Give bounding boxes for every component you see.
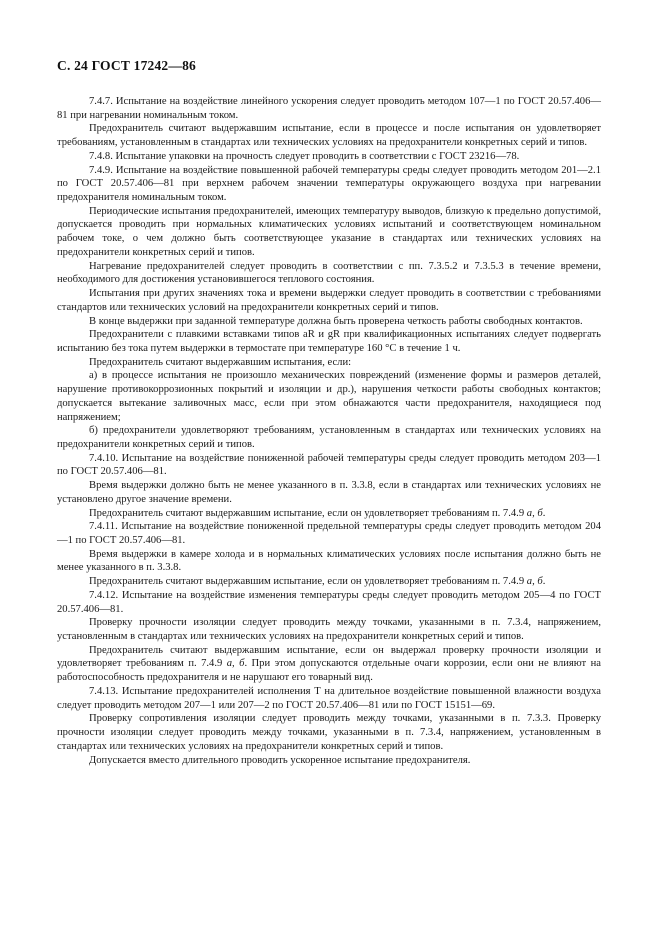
page-header: С. 24 ГОСТ 17242—86 xyxy=(57,58,196,73)
paragraph-text: Проверку сопротивления изоляции следует проводить между точками, указанными в п. 7.3.3. Проверку прочности изоляции следует проводить между точками, указанными в п. 7.3.4, напряжением, установленным в стандартах или технических условиях на предохранители конкретных серий и типов. xyxy=(57,713,601,752)
paragraph-text: Допускается вместо длительного проводить ускоренное испытание предохранителя. xyxy=(89,754,471,766)
paragraph-ref: а, б xyxy=(526,507,543,519)
document-body xyxy=(57,95,601,767)
paragraph: Испытания при других значениях тока и времени выдержки следует проводить в соответствии с требованиями стандартов или технических условий на предохранители конкретных серий и типов. xyxy=(57,288,601,313)
paragraph-tail: . xyxy=(542,507,546,519)
paragraph: б) предохранители удовлетворяют требованиям, установленным в стандартах или технических условиях на предохранители конкретных серий и типов. xyxy=(57,425,601,450)
paragraph: Предохранитель считают выдержавшим испытание, если в процессе и после испытания он удовлетворяет требованиям, установленным в стандартах или технических условиях на предохранители конкретных серий и типов. xyxy=(57,123,601,149)
paragraph xyxy=(57,616,601,643)
paragraph xyxy=(57,644,601,685)
paragraph-text: Проверку прочности изоляции следует проводить между точками, указанными в п. 7.3.4, напряжением, установленным в стандартах или технических условиях на предохранители конкретных серий и типов. xyxy=(57,617,601,643)
paragraph xyxy=(57,507,601,521)
paragraph: В конце выдержки при заданной температуре должна быть проверена четкость работы свободных контактов. xyxy=(89,315,583,327)
paragraph: 7.4.7. Испытание на воздействие линейного ускорения следует проводить методом 107—1 по ГОСТ 20.57.406—81 при нагревании номинальным током. xyxy=(57,96,601,121)
paragraph: а) в процессе испытания не произошло механических повреждений (изменение формы и размеров деталей, нарушение противокоррозионных покрытий и изоляции и др.), нарушения четкости работы свободных контактов; допускается вытекание заливочных масс, если при этом обнажаются части предохранителя, находящиеся под напряжением; xyxy=(57,370,601,423)
paragraph-tail: . При этом допускаются отдельные очаги коррозии, если они не влияют на работоспособность предохранителя и не нарушают его товарный вид. xyxy=(57,658,601,684)
paragraph-text: Предохранитель считают выдержавшим испытание, если он удовлетворяет требованиям п. 7.4.9 xyxy=(89,507,527,519)
paragraph: 7.4.10. Испытание на воздействие пониженной рабочей температуры среды следует проводить методом 203—1 по ГОСТ 20.57.406—81. xyxy=(57,452,601,478)
paragraph: Предохранитель считают выдержавшим испытания, если: xyxy=(89,356,352,368)
paragraph-text: Время выдержки в камере холода и в нормальных климатических условиях после испытания должно быть не менее указанного в п. 3.3.8. xyxy=(57,548,601,574)
paragraph: Периодические испытания предохранителей, имеющих температуру выводов, близкую к предельно допустимой, допускается проводить при нормальных климатических условиях испытаний и соответствующем номинальном рабочем токе, о чем должно быть соответствующее указание в стандартах или технических условиях на предохранители конкретных серий и типов. xyxy=(57,205,601,258)
paragraph-ref: а, б xyxy=(226,658,245,670)
paragraph xyxy=(57,685,601,712)
paragraph: 7.4.8. Испытание упаковки на прочность следует проводить в соответствии с ГОСТ 23216—78. xyxy=(89,150,520,162)
paragraph-text: Предохранитель считают выдержавшим испытание, если он удовлетворяет требованиям п. 7.4.9 xyxy=(89,576,527,588)
paragraph xyxy=(57,520,601,547)
paragraph: Время выдержки должно быть не менее указанного в п. 3.3.8, если в стандартах или технических условиях не установлено другое значение времени. xyxy=(57,480,601,505)
paragraph-text: Предохранитель считают выдержавшим испытание, если он выдержал проверку прочности изоляции и удовлетворяет требованиям п. 7.4.9 xyxy=(57,644,601,670)
paragraph xyxy=(57,754,601,768)
paragraph-ref: а, б xyxy=(526,576,543,588)
paragraph xyxy=(57,589,601,616)
paragraph-tail: . xyxy=(542,576,546,588)
paragraph xyxy=(57,712,601,753)
paragraph: Предохранители с плавкими вставками типов aR и gR при квалификационных испытаниях следует подвергать испытанию без тока путем выдержки в термостате при температуре 160 °С в течение 1 ч. xyxy=(57,329,601,354)
paragraph: 7.4.9. Испытание на воздействие повышенной рабочей температуры среды следует проводить методом 201—2.1 по ГОСТ 20.57.406—81 при верхнем рабочем значении температуры окружающего воздуха при нагревании предохранителя номинальным током. xyxy=(57,164,601,204)
paragraph xyxy=(57,575,601,589)
paragraph-text: 7.4.13. Испытание предохранителей исполнения Т на длительное воздействие повышенной влажности воздуха следует проводить методом 207—1 или 207—2 по ГОСТ 20.57.406—81 или по ГОСТ 15151—69. xyxy=(57,685,601,711)
paragraph xyxy=(57,548,601,575)
paragraph-text: 7.4.12. Испытание на воздействие изменения температуры среды следует проводить методом 205—4 по ГОСТ 20.57.406—81. xyxy=(57,589,601,615)
paragraph-text: 7.4.11. Испытание на воздействие пониженной предельной температуры среды следует проводить методом 204—1 по ГОСТ 20.57.406—81. xyxy=(57,521,601,546)
paragraph: Нагревание предохранителей следует проводить в соответствии с пп. 7.3.5.2 и 7.3.5.3 в течение времени, необходимого для достижения установившегося теплового состояния. xyxy=(57,260,601,286)
